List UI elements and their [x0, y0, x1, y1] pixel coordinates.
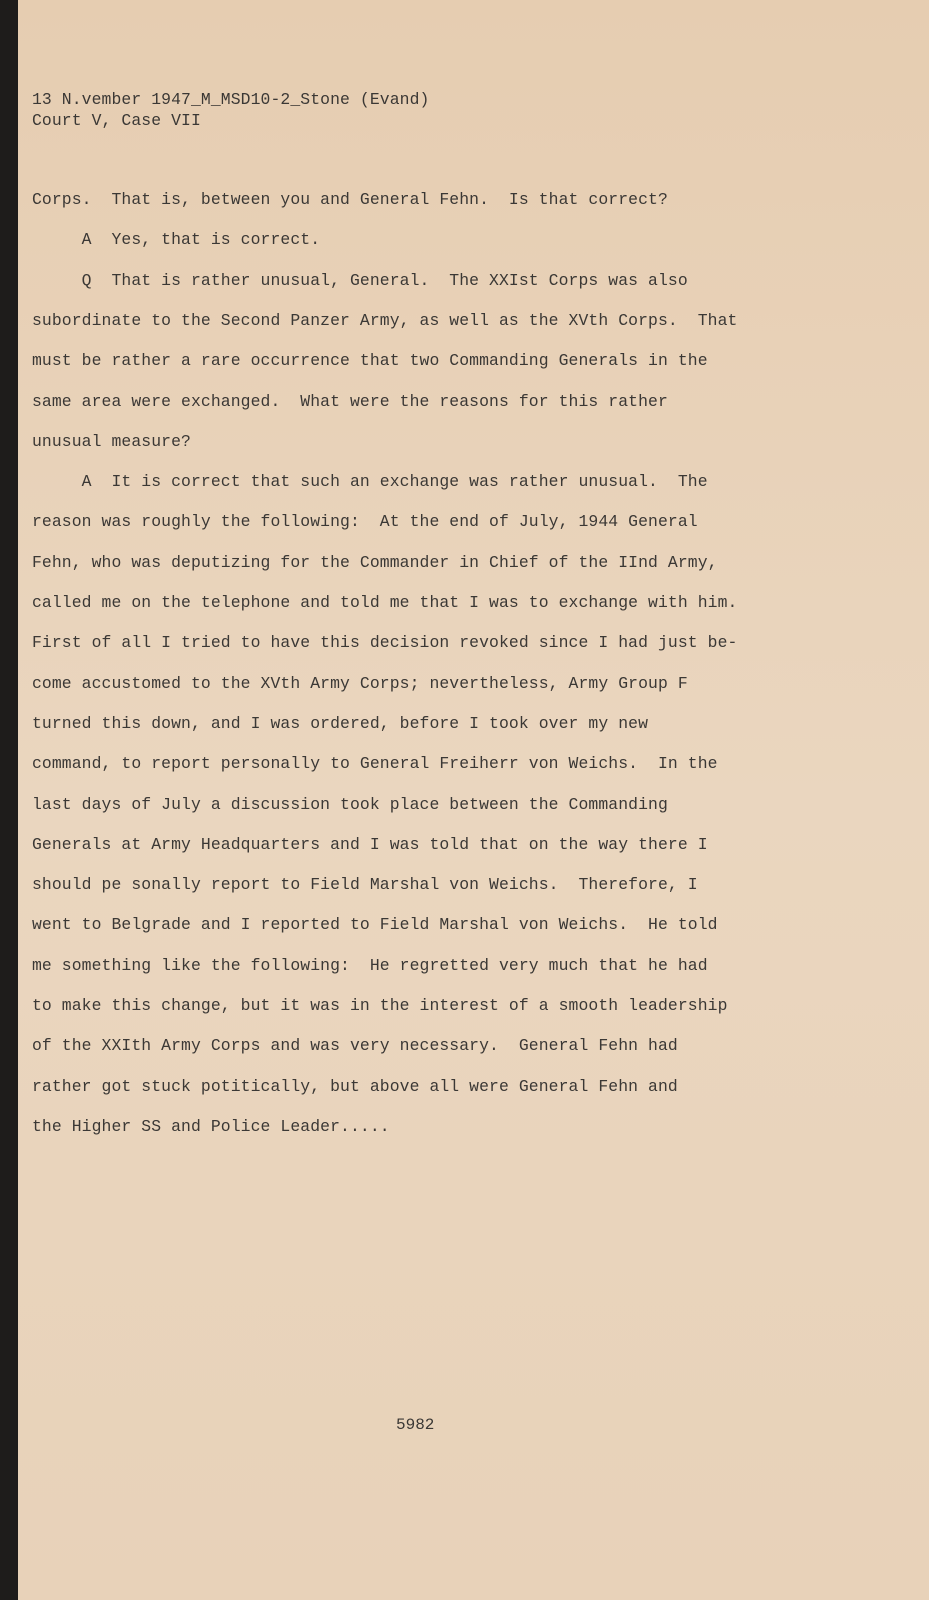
transcript-line: me something like the following: He regretted very much that he had	[32, 955, 708, 975]
transcript-line: reason was roughly the following: At the end of July, 1944 General	[32, 512, 698, 532]
transcript-line: A It is correct that such an exchange was rather unusual. The	[32, 472, 708, 492]
transcript-line: of the XXIth Army Corps and was very necessary. General Fehn had	[32, 1036, 678, 1056]
transcript-line: must be rather a rare occurrence that two Commanding Generals in the	[32, 351, 708, 371]
transcript-line: unusual measure?	[32, 431, 191, 451]
transcript-line: called me on the telephone and told me that I was to exchange with him.	[32, 593, 738, 612]
transcript-line: should pe sonally report to Field Marshal von Weichs. Therefore, I	[32, 875, 698, 895]
transcript-line: Corps. That is, between you and General Fehn. Is that correct?	[32, 190, 668, 209]
transcript-line: subordinate to the Second Panzer Army, as well as the XVth Corps. That	[32, 310, 738, 330]
header-line-1: 13 N.vember 1947_M_MSD10-2_Stone (Evand)	[32, 90, 430, 109]
transcript-line: rather got stuck potitically, but above all were General Fehn and	[32, 1076, 678, 1096]
transcript-line: the Higher SS and Police Leader.....	[32, 1116, 390, 1136]
page-number: 5982	[396, 1416, 435, 1434]
transcript-line: same area were exchanged. What were the reasons for this rather	[32, 391, 668, 411]
transcript-line: to make this change, but it was in the interest of a smooth leadership	[32, 996, 728, 1015]
transcript-line: come accustomed to the XVth Army Corps; nevertheless, Army Group F	[32, 673, 688, 693]
transcript-line: First of all I tried to have this decision revoked since I had just be-	[32, 633, 738, 653]
transcript-line: Fehn, who was deputizing for the Commander in Chief of the IInd Army,	[32, 552, 718, 572]
transcript-line: A Yes, that is correct.	[32, 230, 321, 250]
header-line-2: Court V, Case VII	[32, 111, 201, 130]
transcript-line: last days of July a discussion took place between the Commanding	[32, 794, 668, 814]
transcript-line: turned this down, and I was ordered, before I took over my new	[32, 713, 649, 733]
transcript-line: command, to report personally to General Freiherr von Weichs. In the	[32, 754, 718, 774]
transcript-line: Q That is rather unusual, General. The XXIst Corps was also	[32, 270, 688, 290]
transcript-line: went to Belgrade and I reported to Field Marshal von Weichs. He told	[32, 915, 718, 935]
transcript-line: Generals at Army Headquarters and I was told that on the way there I	[32, 834, 708, 854]
document-page	[18, 0, 929, 1600]
